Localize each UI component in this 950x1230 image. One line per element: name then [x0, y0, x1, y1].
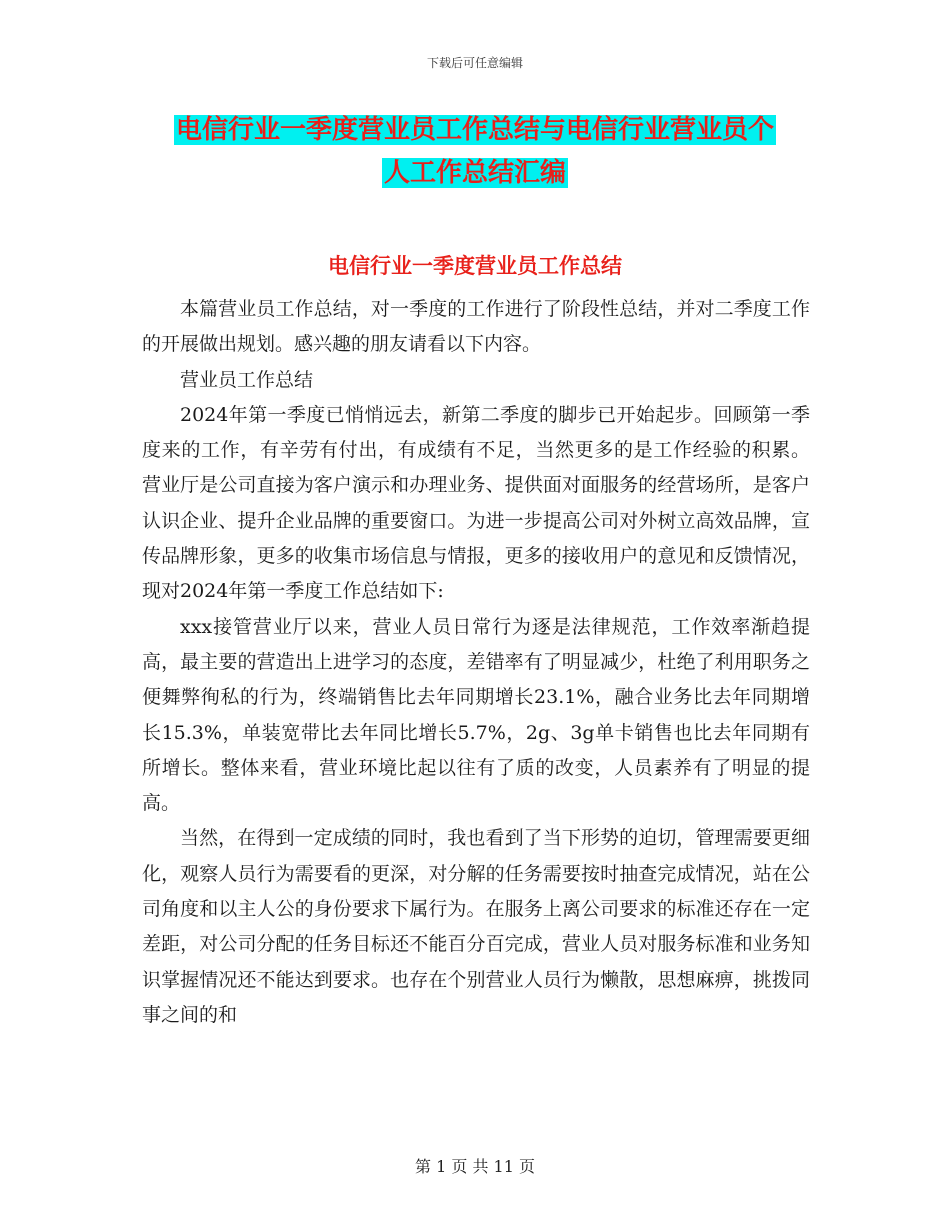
paragraph-achievements: xxx接管营业厅以来，营业人员日常行为逐是法律规范，工作效率渐趋提高，最主要的营造出上进学习的态度，差错率有了明显减少，杜绝了利用职务之便舞弊徇私的行为，终端销售比去年同期增长23.1%，融合业务比去年同期增长15.3%，单装宽带比去年同比增长5.7%，2g、3g单卡销售也比去年同期有所增长。整体来看，营业环境比起以往有了质的改变，人员素养有了明显的提高。 [142, 615, 810, 815]
header-note: 下载后可任意编辑 [426, 56, 523, 70]
document-body [142, 292, 810, 1033]
document-title-line-1 [140, 115, 810, 145]
paragraph-shortcomings: 当然，在得到一定成绩的同时，我也看到了当下形势的迫切，管理需要更细化，观察人员行为需要看的更深，对分解的任务需要按时抽查完成情况，站在公司角度和以主人公的身份要求下属行为。在服务上离公司要求的标准还存在一定差距，对公司分配的任务目标还不能百分百完成，营业人员对服务标准和业务知识掌握情况还不能达到要求。也存在个别营业人员行为懒散，思想麻痹，挑拨同事之间的和 [142, 827, 810, 1026]
paragraph-intro: 本篇营业员工作总结，对一季度的工作进行了阶段性总结，并对二季度工作的开展做出规划。感兴趣的朋友请看以下内容。 [142, 298, 810, 356]
page-indicator: 第 1 页 共 11 页 [415, 1157, 535, 1176]
section-title: 电信行业一季度营业员工作总结 [328, 254, 622, 278]
paragraph-subheading: 营业员工作总结 [180, 368, 314, 391]
paragraph-review: 2024年第一季度已悄悄远去，新第二季度的脚步已开始起步。回顾第一季度来的工作，有辛劳有付出，有成绩有不足，当然更多的是工作经验的积累。 营业厅是公司直接为客户演示和办理业务、提供面对面服务的经营场所，是客户认识企业、提升企业品牌的重要窗口。为进一步提高公司对外树立高效品牌，宣传品牌形象，更多的收集市场信息与情报，更多的接收用户的意见和反馈情况，现对2024年第一季度工作总结如下: [142, 403, 810, 603]
title-highlight-2: 人工作总结汇编 [383, 158, 566, 188]
document-title-line-2 [140, 158, 810, 188]
title-highlight-1: 电信行业一季度营业员工作总结与电信行业营业员个 [175, 115, 774, 145]
